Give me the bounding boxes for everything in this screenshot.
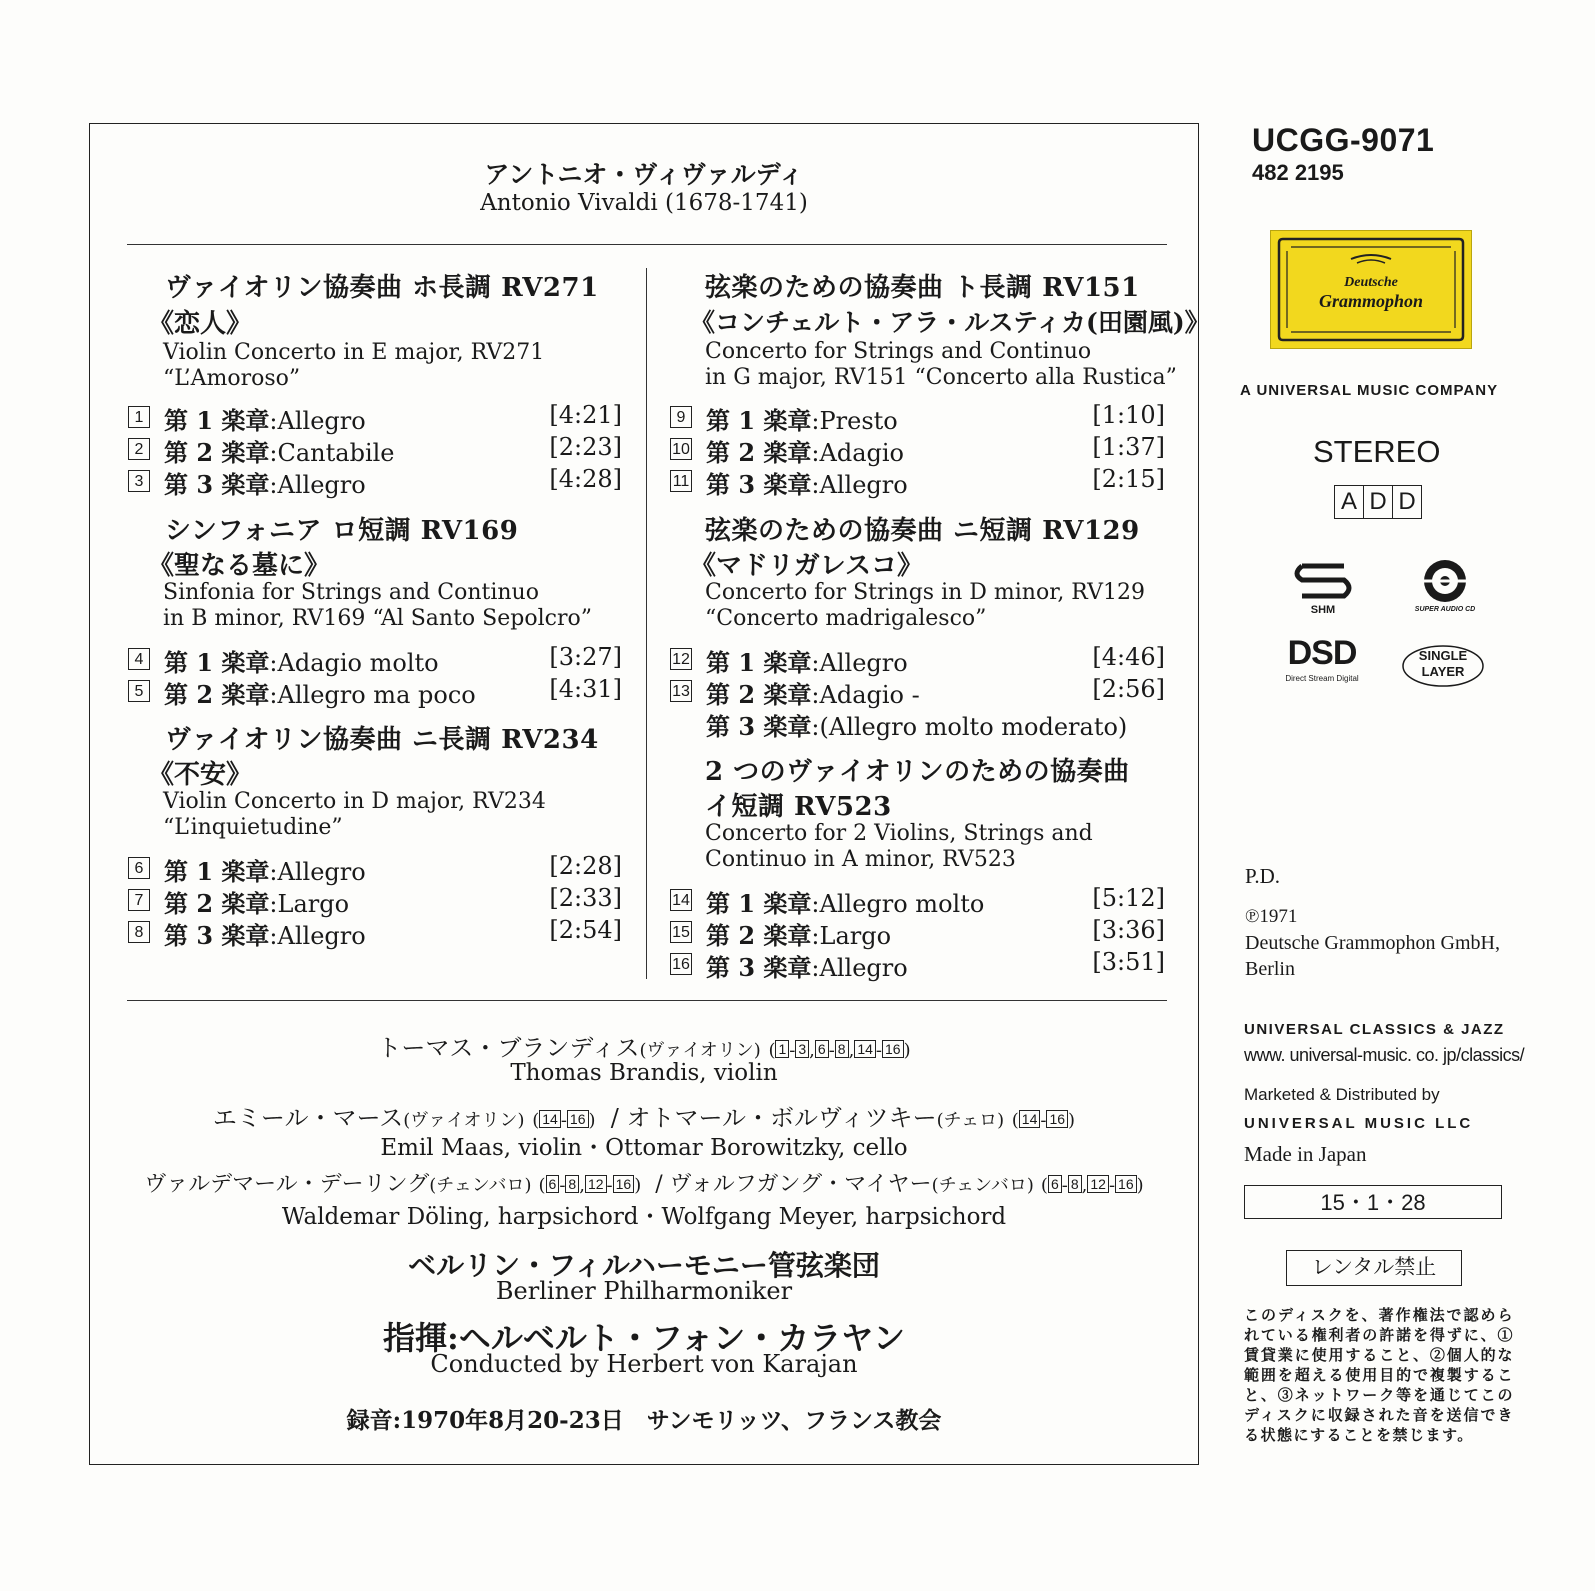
- performer-maas-borowitzky-en: Emil Maas, violin・Ottomar Borowitzky, cello: [380, 1135, 908, 1161]
- track-number: 3: [128, 470, 150, 492]
- track-duration: [2:15]: [1092, 465, 1165, 493]
- track-duration: [4:28]: [549, 465, 622, 493]
- track-row[interactable]: [670, 948, 1165, 982]
- distributor-label: UNIVERSAL MUSIC LLC: [1244, 1115, 1474, 1132]
- tempo-label: :Allegro: [269, 922, 366, 950]
- track-ref: 6: [546, 1175, 560, 1193]
- catalog-number: UCGG-9071: [1252, 122, 1435, 158]
- work-subtitle-en: “L’inquietudine”: [163, 815, 343, 840]
- track-duration: [2:56]: [1092, 675, 1165, 703]
- single-layer-logo: [1398, 644, 1488, 688]
- track-number: 12: [670, 648, 692, 670]
- track-number: 1: [128, 406, 150, 428]
- track-row[interactable]: [128, 884, 622, 918]
- marketed-label: Marketed & Distributed by: [1244, 1085, 1440, 1104]
- add-letter: D: [1398, 488, 1416, 515]
- track-number: 2: [128, 438, 150, 460]
- recording-info: 録音:1970年8月20-23日 サンモリッツ、フランス教会: [346, 1407, 942, 1434]
- track-number: 13: [670, 680, 692, 702]
- track-ref: 6: [1048, 1175, 1062, 1193]
- track-duration: [2:54]: [549, 916, 622, 944]
- movement-label: 第 2 楽章: [164, 889, 270, 918]
- tempo-label: :Allegro molto: [811, 890, 985, 918]
- tempo-label: :Allegro: [811, 954, 908, 982]
- tempo-label: :Allegro: [811, 471, 908, 499]
- work-subtitle-en: “L’Amoroso”: [163, 366, 301, 391]
- sacd-icon: [1400, 558, 1490, 604]
- track-row[interactable]: [670, 643, 1165, 677]
- track-ref: 1: [775, 1040, 789, 1058]
- work-subtitle-jp: 《聖なる墓に》: [148, 551, 331, 581]
- track-ref: 14: [539, 1110, 561, 1128]
- track-duration: [2:23]: [549, 433, 622, 461]
- tempo-label: :(Allegro molto moderato): [811, 713, 1128, 741]
- track-ref: 16: [567, 1110, 589, 1128]
- track-row[interactable]: [128, 916, 622, 950]
- performer-name-jp: ヴァルデマール・デーリング: [144, 1172, 430, 1197]
- performer-name-jp: トーマス・ブランディス: [377, 1034, 640, 1062]
- orchestra-en: Berliner Philharmoniker: [495, 1277, 793, 1305]
- movement-label: 第 1 楽章: [164, 648, 270, 677]
- add-letter: D: [1364, 486, 1393, 518]
- tempo-label: :Allegro: [269, 471, 366, 499]
- track-ref: 12: [1087, 1175, 1109, 1193]
- track-row[interactable]: [670, 465, 1165, 499]
- track-row[interactable]: [670, 401, 1165, 435]
- track-ref: 16: [882, 1040, 904, 1058]
- work-title-en: Violin Concerto in D major, RV234: [163, 789, 546, 814]
- pd-label: P.D.: [1245, 864, 1281, 888]
- movement-label: 第 1 楽章: [706, 406, 812, 435]
- movement-label: 第 2 楽章: [706, 680, 812, 709]
- track-ref: 3: [795, 1040, 809, 1058]
- performer-name-jp: オトマール・ボルヴィツキー: [626, 1104, 937, 1132]
- track-duration: [2:28]: [549, 852, 622, 880]
- track-number: 5: [128, 680, 150, 702]
- instrument-jp: (ヴァイオリン): [403, 1110, 525, 1131]
- tempo-label: :Cantabile: [269, 439, 395, 467]
- single-layer-line1: SINGLE: [1418, 648, 1468, 663]
- add-letter: A: [1335, 486, 1364, 518]
- column-divider: [646, 268, 647, 979]
- track-ref: 16: [1115, 1175, 1137, 1193]
- orchestra-jp: ベルリン・フィルハーモニー管弦楽団: [408, 1249, 880, 1282]
- made-in-label: Made in Japan: [1244, 1142, 1367, 1166]
- track-ref: 16: [613, 1175, 635, 1193]
- track-duration: [3:27]: [549, 643, 622, 671]
- track-duration: [3:36]: [1092, 916, 1165, 944]
- track-ref: 6: [815, 1040, 829, 1058]
- track-ref: 8: [565, 1175, 579, 1193]
- track-ref: 12: [585, 1175, 607, 1193]
- dg-logo-line1: Deutsche: [1344, 275, 1398, 290]
- track-duration: [2:33]: [549, 884, 622, 912]
- track-row[interactable]: [128, 433, 622, 467]
- catalog-sub-number: 482 2195: [1252, 160, 1344, 185]
- track-row[interactable]: [128, 465, 622, 499]
- movement-label: 第 2 楽章: [706, 438, 812, 467]
- work-title-jp: ヴァイオリン協奏曲 ニ長調 RV234: [165, 725, 599, 755]
- movement-label: 第 1 楽章: [164, 406, 270, 435]
- track-number: 9: [670, 406, 692, 428]
- stereo-label: STEREO: [1313, 434, 1441, 469]
- copyright-city: Berlin: [1245, 958, 1295, 980]
- performer-brandis-en: Thomas Brandis, violin: [510, 1060, 778, 1086]
- track-duration: [3:51]: [1092, 948, 1165, 976]
- conductor-jp: 指揮:ヘルベルト・フォン・カラヤン: [383, 1319, 905, 1357]
- movement-label: 第 1 楽章: [164, 857, 270, 886]
- track-row[interactable]: [128, 401, 622, 435]
- rental-prohibited-box: レンタル禁止: [1286, 1250, 1462, 1286]
- dsd-sub-label: Direct Stream Digital: [1285, 674, 1359, 683]
- track-row[interactable]: [670, 675, 1165, 709]
- shm-logo: [1288, 560, 1358, 616]
- tempo-label: :Adagio -: [811, 681, 920, 709]
- work-title-jp: シンフォニア ロ短調 RV169: [165, 516, 519, 546]
- track-ref: 8: [835, 1040, 849, 1058]
- track-row[interactable]: [128, 675, 622, 709]
- track-number: 11: [670, 470, 692, 492]
- movement-label: 第 3 楽章: [164, 470, 270, 499]
- work-subtitle-jp: 《恋人》: [148, 309, 253, 339]
- track-row-continuation: [670, 707, 1165, 741]
- instrument-jp: (チェロ): [936, 1110, 1005, 1131]
- track-duration: [4:46]: [1092, 643, 1165, 671]
- dsd-logo: [1272, 634, 1372, 684]
- track-duration: [5:12]: [1092, 884, 1165, 912]
- movement-label: 第 3 楽章: [164, 921, 270, 950]
- track-duration: [1:37]: [1092, 433, 1165, 461]
- tempo-label: :Allegro ma poco: [269, 681, 476, 709]
- instrument-jp: (ヴァイオリン): [639, 1040, 761, 1061]
- dsd-label: DSD: [1287, 634, 1357, 672]
- track-number: 16: [670, 953, 692, 975]
- work-subtitle-jp: 《コンチェルト・アラ・ルスティカ(田園風)》: [690, 308, 1210, 337]
- track-number: 10: [670, 438, 692, 460]
- dg-logo: [1270, 230, 1472, 349]
- tempo-label: :Allegro: [269, 858, 366, 886]
- track-number: 6: [128, 857, 150, 879]
- track-number: 7: [128, 889, 150, 911]
- track-number: 4: [128, 648, 150, 670]
- sacd-logo: [1400, 558, 1490, 618]
- work-subtitle-jp: 《不安》: [148, 760, 253, 790]
- track-row[interactable]: [670, 884, 1165, 918]
- shm-icon: [1288, 560, 1358, 604]
- tempo-label: :Allegro: [269, 407, 366, 435]
- tempo-label: :Presto: [811, 407, 898, 435]
- track-row[interactable]: [670, 433, 1165, 467]
- copyright-holder: Deutsche Grammophon GmbH,: [1245, 932, 1500, 954]
- conductor-en: Conducted by Herbert von Karajan: [430, 1350, 858, 1378]
- copyright-year: ℗1971: [1245, 906, 1298, 927]
- ucj-label: UNIVERSAL CLASSICS & JAZZ: [1244, 1021, 1505, 1038]
- work-subtitle-jp: イ短調 RV523: [705, 792, 892, 822]
- work-title-en: Concerto for 2 Violins, Strings and: [705, 821, 1093, 846]
- header-divider: [127, 244, 1167, 245]
- track-duration: [1:10]: [1092, 401, 1165, 429]
- work-title-en: Sinfonia for Strings and Continuo: [163, 580, 539, 605]
- movement-label: 第 3 楽章: [706, 470, 812, 499]
- track-ref: 16: [1046, 1110, 1068, 1128]
- track-duration: [4:21]: [549, 401, 622, 429]
- work-title-en: Violin Concerto in E major, RV271: [163, 340, 545, 365]
- track-ref: 14: [1019, 1110, 1041, 1128]
- track-duration: [4:31]: [549, 675, 622, 703]
- track-number: 14: [670, 889, 692, 911]
- shm-label: SHM: [1310, 604, 1336, 616]
- tempo-label: :Adagio: [811, 439, 904, 467]
- composer-jp: アントニオ・ヴィヴァルディ: [484, 160, 804, 189]
- performer-doling-meyer-en: Waldemar Döling, harpsichord・Wolfgang Meyer, harpsichord: [281, 1204, 1007, 1230]
- work-subtitle-en: in B minor, RV169 “Al Santo Sepolcro”: [163, 606, 592, 631]
- movement-label: 第 3 楽章: [706, 712, 812, 741]
- single-layer-line2: LAYER: [1421, 664, 1465, 679]
- work-subtitle-en: “Concerto madrigalesco”: [705, 606, 987, 631]
- performer-maas-borowitzky-jp: エミール・マース(ヴァイオリン) ( 14 - 16 ) / オトマール・ボルヴィツキー(チェロ) ( 14 - 16 ): [212, 1104, 1076, 1132]
- sacd-label: SUPER AUDIO CD: [1414, 606, 1476, 613]
- tempo-label: :Largo: [811, 922, 892, 950]
- work-title-en: Concerto for Strings in D minor, RV129: [705, 580, 1145, 605]
- date-box: 15・1・28: [1244, 1185, 1502, 1219]
- tempo-label: :Largo: [269, 890, 350, 918]
- work-title-jp: 2 つのヴァイオリンのための協奏曲: [705, 757, 1130, 787]
- track-row[interactable]: [128, 852, 622, 886]
- performer-doling-meyer-jp: ヴァルデマール・デーリング(チェンバロ) ( 6 - 8 , 12 - 16 ) / ヴォルフガング・マイヤー(チェンバロ) ( 6 - 8 , 12 - 16 ): [144, 1172, 1144, 1197]
- movement-label: 第 2 楽章: [164, 680, 270, 709]
- track-number: 8: [128, 921, 150, 943]
- track-row[interactable]: [128, 643, 622, 677]
- work-title-jp: 弦楽のための協奏曲 ト長調 RV151: [705, 273, 1140, 303]
- work-subtitle-jp: 《マドリガレスコ》: [690, 551, 923, 581]
- track-ref: 14: [854, 1040, 876, 1058]
- tempo-label: :Allegro: [811, 649, 908, 677]
- work-title-en: Concerto for Strings and Continuo: [705, 339, 1092, 364]
- website-link[interactable]: www. universal-music. co. jp/classics/: [1244, 1045, 1525, 1065]
- performer-name-jp: エミール・マース: [212, 1104, 404, 1132]
- tempo-label: :Adagio molto: [269, 649, 439, 677]
- movement-label: 第 2 楽章: [164, 438, 270, 467]
- add-code: [1334, 485, 1422, 519]
- movement-label: 第 1 楽章: [706, 648, 812, 677]
- dg-logo-line2: Grammophon: [1318, 291, 1424, 311]
- performer-brandis-jp: トーマス・ブランディス(ヴァイオリン) ( 1 - 3 , 6 - 8 , 14 - 16 ): [377, 1034, 911, 1062]
- track-row[interactable]: [670, 916, 1165, 950]
- composer-en: Antonio Vivaldi (1678-1741): [480, 190, 808, 216]
- movement-label: 第 3 楽章: [706, 953, 812, 982]
- work-title-jp: 弦楽のための協奏曲 ニ短調 RV129: [705, 516, 1140, 546]
- instrument-jp: (チェンバロ): [931, 1175, 1034, 1196]
- movement-label: 第 1 楽章: [706, 889, 812, 918]
- work-subtitle-en: in G major, RV151 “Concerto alla Rustica”: [705, 365, 1177, 390]
- copyright-notice: このディスクを、著作権法で認められている権利者の許諾を得ずに、①賃貸業に使用すること、②個人的な範囲を超える使用目的で複製すること、③ネットワーク等を通じてこのディスクに収録された音を送信できる状態にすることを禁じます。: [1244, 1306, 1514, 1444]
- performers-divider: [127, 1000, 1167, 1001]
- company-label: A UNIVERSAL MUSIC COMPANY: [1240, 382, 1499, 399]
- track-ref: 8: [1068, 1175, 1082, 1193]
- performer-name-jp: ヴォルフガング・マイヤー: [669, 1172, 932, 1197]
- track-number: 15: [670, 921, 692, 943]
- work-subtitle-en: Continuo in A minor, RV523: [705, 847, 1016, 872]
- instrument-jp: (チェンバロ): [429, 1175, 532, 1196]
- work-title-jp: ヴァイオリン協奏曲 ホ長調 RV271: [165, 273, 599, 303]
- movement-label: 第 2 楽章: [706, 921, 812, 950]
